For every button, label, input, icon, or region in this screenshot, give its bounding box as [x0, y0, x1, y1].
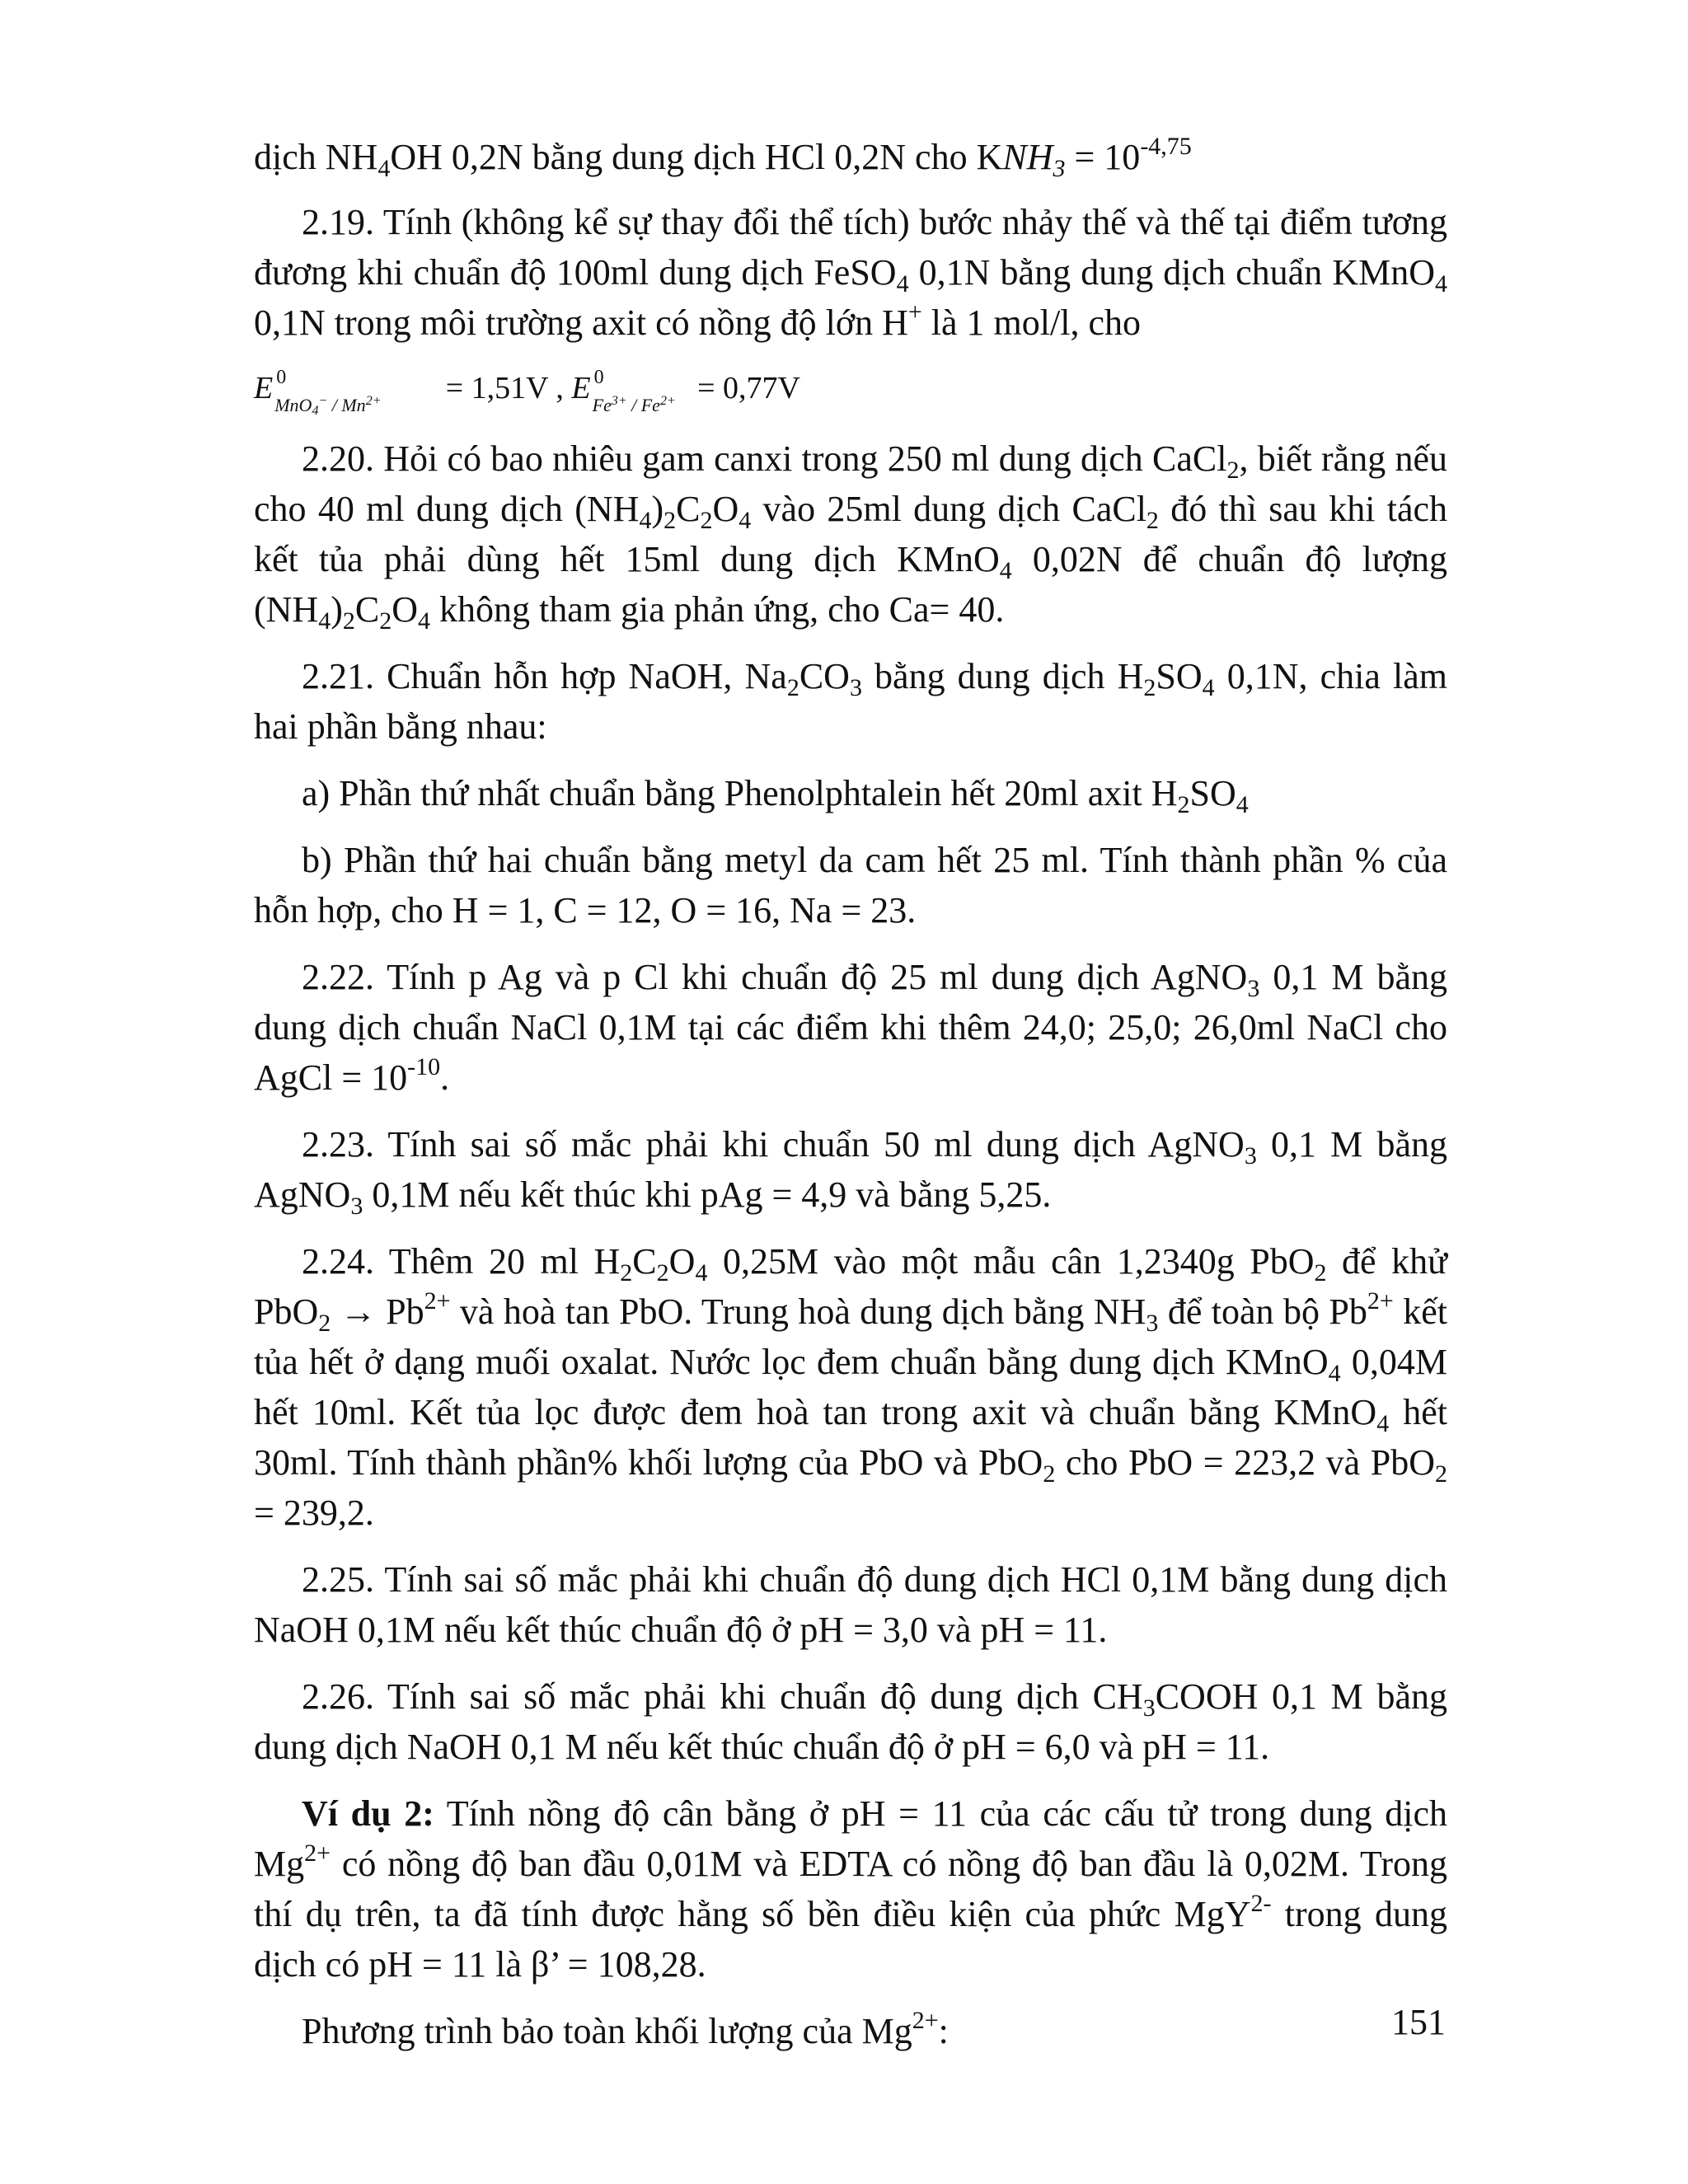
exercise-2-23: 2.23. Tính sai số mắc phải khi chuẩn 50 ml dung dịch AgNO$_3$ 0,1 M bằng AgNO$_3$ 0,1M nếu kết thúc khi pAg = 4,9 và bằng 5,25.: [254, 1124, 1448, 1220]
exercise-2-21: 2.21. Chuẩn hỗn hợp NaOH, $Na_2CO_3$ bằng dung dịch $H_2SO_4$ 0,1N, chia làm hai phần bằng nhau:: [254, 656, 1447, 747]
exercise-2-22: 2.22. Tính p Ag và p Cl khi chuẩn độ 25 ml dung dịch AgNO$_3$ 0,1 M bằng dung dịch chuẩn NaCl 0,1M tại các điểm khi thêm 24,0; 25,0; 26,0ml NaCl cho AgCl = $10^{-10}$.: [254, 957, 1448, 1098]
exercise-2-20: 2.20. Hỏi có bao nhiêu gam canxi trong 250 ml dung dịch CaCl$_2$, biết rằng nếu cho 40 ml dung dịch $(NH_4)_2C_2O_4$ vào 25ml dung dịch CaCl$_2$ đó thì sau khi tách kết tủa phải dùng hết 15ml dung dịch KMnO$_4$ 0,02N để chuẩn độ lượng $(NH_4)_2C_2O_4$ không tham gia phản ứng, cho Ca= 40.: [254, 438, 1448, 635]
exercise-2-26: 2.26. Tính sai số mắc phải khi chuẩn độ dung dịch $CH_3COOH$ 0,1 M bằng dung dịch NaOH 0,1 M nếu kết thúc chuẩn độ ở pH = 6,0 và pH = 11.: [254, 1676, 1447, 1767]
example-label: Ví dụ 2:: [302, 1793, 434, 1834]
exercise-2-24: 2.24. Thêm 20 ml $H_2C_2O_4$ 0,25M vào một mẫu cân 1,2340g PbO$_2$ để khử $PbO_2 \to Pb^{2+}$ và hoà tan PbO. Trung hoà dung dịch bằng $NH_3$ để toàn bộ $Pb^{2+}$ kết tủa hết ở dạng muối oxalat. Nước lọc đem chuẩn bằng dung dịch KMnO$_4$ 0,04M hết 10ml. Kết tủa lọc được đem hoà tan trong axit và chuẩn bằng KMnO$_4$ hết 30ml. Tính thành phần% khối lượng của PbO và PbO$_2$ cho PbO = 223,2 và PbO$_2$ = 239,2.: [254, 1241, 1447, 1533]
page-number: 151: [1391, 2002, 1446, 2042]
exercise-2-25: 2.25. Tính sai số mắc phải khi chuẩn độ dung dịch HCl 0,1M bằng dung dịch NaOH 0,1M nếu kết thúc chuẩn độ ở pH = 3,0 và pH = 11.: [254, 1559, 1447, 1650]
exercise-2-21-part-b: b) Phần thứ hai chuẩn bằng metyl da cam hết 25 ml. Tính thành phần % của hỗn hợp, cho H = 1, C = 12, O = 16, Na = 23.: [254, 840, 1447, 930]
paragraph-continuation: dịch $NH_4OH$ 0,2N bằng dung dịch HCl 0,2N cho $KNH_3 = 10^{-4,75}$: [254, 133, 1192, 182]
exercise-2-21-part-a: a) Phần thứ nhất chuẩn bằng Phenolphtalein hết 20ml axit $H_2SO_4$: [302, 773, 1249, 818]
example-2: Ví dụ 2: Tính nồng độ cân bằng ở pH = 11 của các cấu tử trong dung dịch $Mg^{2+}$ có nồng độ ban đầu 0,01M và EDTA có nồng độ ban đầu là 0,02M. Trong thí dụ trên, ta đã tính được hằng số bền điều kiện của phức MgY$^{2-}$ trong dung dịch có pH = 11 là β’ = 108,28.: [254, 1793, 1448, 1985]
equation-standard-potentials: E 0 $MnO_4^- / Mn^{2+}$ = 1,51V , E 0 $Fe^{3+} / Fe^{2+}$ = 0,77V: [254, 367, 800, 418]
mass-balance-heading: Phương trình bảo toàn khối lượng của $Mg^{2+}$:: [302, 2007, 949, 2051]
page-body: [254, 132, 1447, 2073]
exercise-2-19: 2.19. Tính (không kể sự thay đổi thể tích) bước nhảy thế và thế tại điểm tương đương khi chuẩn độ 100ml dung dịch FeSO$_4$ 0,1N bằng dung dịch chuẩn KMnO$_4$ 0,1N trong môi trường axit có nồng độ lớn H+ là 1 mol/l, cho: [254, 202, 1447, 343]
